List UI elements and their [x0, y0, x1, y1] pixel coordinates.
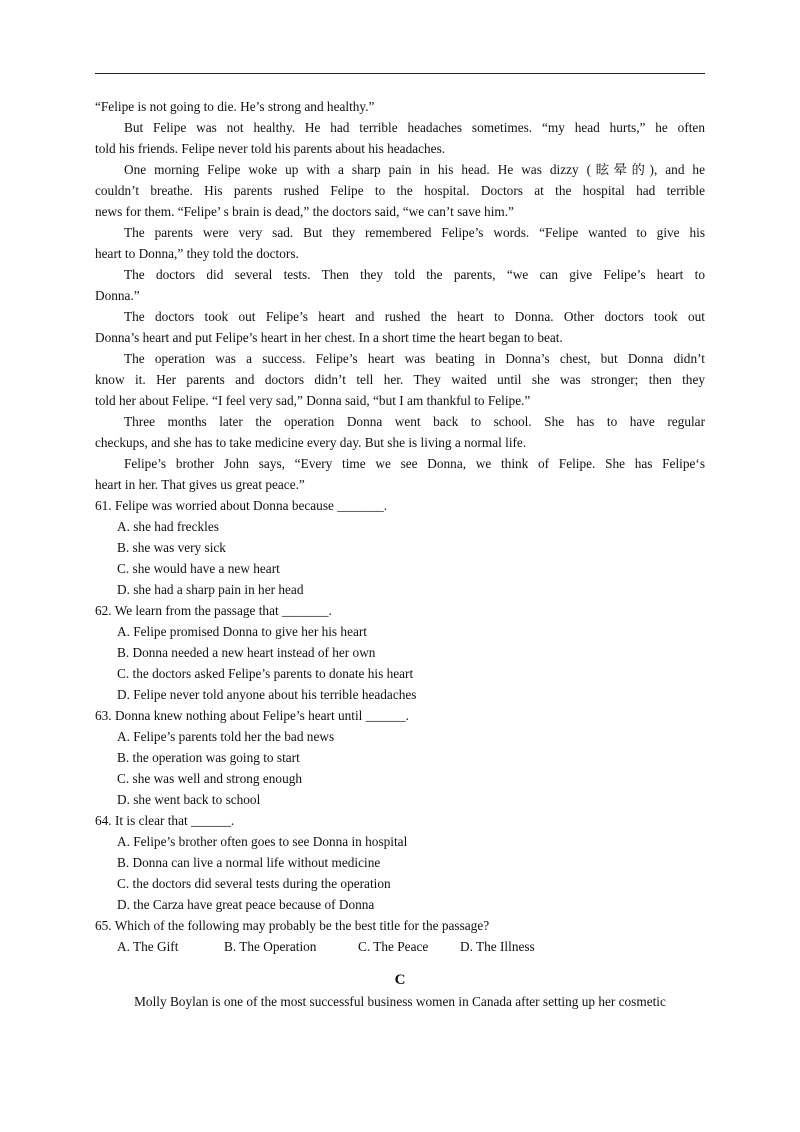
header-rule	[95, 73, 705, 74]
document-body	[95, 96, 705, 1012]
option-b: B. Donna needed a new heart instead of her own	[117, 645, 376, 660]
question-stem: 63. Donna knew nothing about Felipe’s heart until ______.	[95, 708, 409, 723]
passage-line: told his friends. Felipe never told his parents about his headaches.	[95, 141, 446, 156]
passage-line: One morning Felipe woke up with a sharp pain in his head. He was dizzy (眩晕的), and he	[124, 162, 705, 177]
passage-line: checkups, and she has to take medicine every day. But she is living a normal life.	[95, 435, 527, 450]
question-stem: 64. It is clear that ______.	[95, 813, 235, 828]
option-c: C. the doctors asked Felipe’s parents to donate his heart	[117, 666, 414, 681]
option-c: C. the doctors did several tests during the operation	[117, 876, 391, 891]
passage-line: Donna’s heart and put Felipe’s heart in her chest. In a short time the heart began to beat.	[95, 330, 563, 345]
passage-line: The doctors did several tests. Then they told the parents, “we can give Felipe’s heart to	[124, 267, 705, 282]
question-stem: 61. Felipe was worried about Donna because _______.	[95, 498, 388, 513]
option-a: A. she had freckles	[117, 519, 219, 534]
option-b: B. Donna can live a normal life without medicine	[117, 855, 381, 870]
option-a: A. The Gift	[117, 939, 179, 954]
option-a: A. Felipe’s parents told her the bad news	[117, 729, 335, 744]
passage-line: heart in her. That gives us great peace.”	[95, 477, 305, 492]
passage	[95, 96, 705, 495]
passage-line: heart to Donna,” they told the doctors.	[95, 246, 299, 261]
option-b: B. The Operation	[224, 939, 317, 954]
passage-line: “Felipe is not going to die. He’s strong and healthy.”	[95, 99, 375, 114]
question-65	[95, 915, 705, 957]
section-c-first-line: Molly Boylan is one of the most successful business women in Canada after setting up her cosmetic	[134, 994, 666, 1009]
option-c: C. she would have a new heart	[117, 561, 280, 576]
question-63	[95, 705, 705, 810]
option-b: B. she was very sick	[117, 540, 226, 555]
passage-line: know it. Her parents and doctors didn’t tell her. They waited until she was stronger; then they	[95, 372, 705, 387]
option-b: B. the operation was going to start	[117, 750, 300, 765]
passage-line: The operation was a success. Felipe’s heart was beating in Donna’s chest, but Donna didn’t	[124, 351, 705, 366]
option-c: C. she was well and strong enough	[117, 771, 303, 786]
passage-line: Three months later the operation Donna went back to school. She has to have regular	[124, 414, 705, 429]
option-d: D. The Illness	[460, 939, 535, 954]
passage-line: The parents were very sad. But they remembered Felipe’s words. “Felipe wanted to give his	[124, 225, 705, 240]
passage-line: couldn’t breathe. His parents rushed Felipe to the hospital. Doctors at the hospital had terrible	[95, 183, 705, 198]
option-d: D. the Carza have great peace because of Donna	[117, 897, 375, 912]
passage-line: news for them. “Felipe’ s brain is dead,” the doctors said, “we can’t save him.”	[95, 204, 514, 219]
option-c: C. The Peace	[358, 939, 429, 954]
section-heading: C	[394, 972, 406, 988]
question-stem: 65. Which of the following may probably be the best title for the passage?	[95, 918, 490, 933]
passage-line: Donna.”	[95, 288, 140, 303]
option-row	[95, 936, 705, 957]
option-a: A. Felipe’s brother often goes to see Donna in hospital	[117, 834, 408, 849]
option-d: D. she went back to school	[117, 792, 261, 807]
question-62	[95, 600, 705, 705]
passage-line: The doctors took out Felipe’s heart and rushed the heart to Donna. Other doctors took out	[124, 309, 705, 324]
question-61	[95, 495, 705, 600]
question-stem: 62. We learn from the passage that _______.	[95, 603, 332, 618]
passage-line: But Felipe was not healthy. He had terrible headaches sometimes. “my head hurts,” he often	[124, 120, 705, 135]
passage-line: Felipe’s brother John says, “Every time we see Donna, we think of Felipe. She has Felipe‘s	[124, 456, 705, 471]
option-d: D. she had a sharp pain in her head	[117, 582, 304, 597]
option-d: D. Felipe never told anyone about his terrible headaches	[117, 687, 417, 702]
option-a: A. Felipe promised Donna to give her his heart	[117, 624, 367, 639]
passage-line: told her about Felipe. “I feel very sad,” Donna said, “but I am thankful to Felipe.”	[95, 393, 531, 408]
question-64	[95, 810, 705, 915]
